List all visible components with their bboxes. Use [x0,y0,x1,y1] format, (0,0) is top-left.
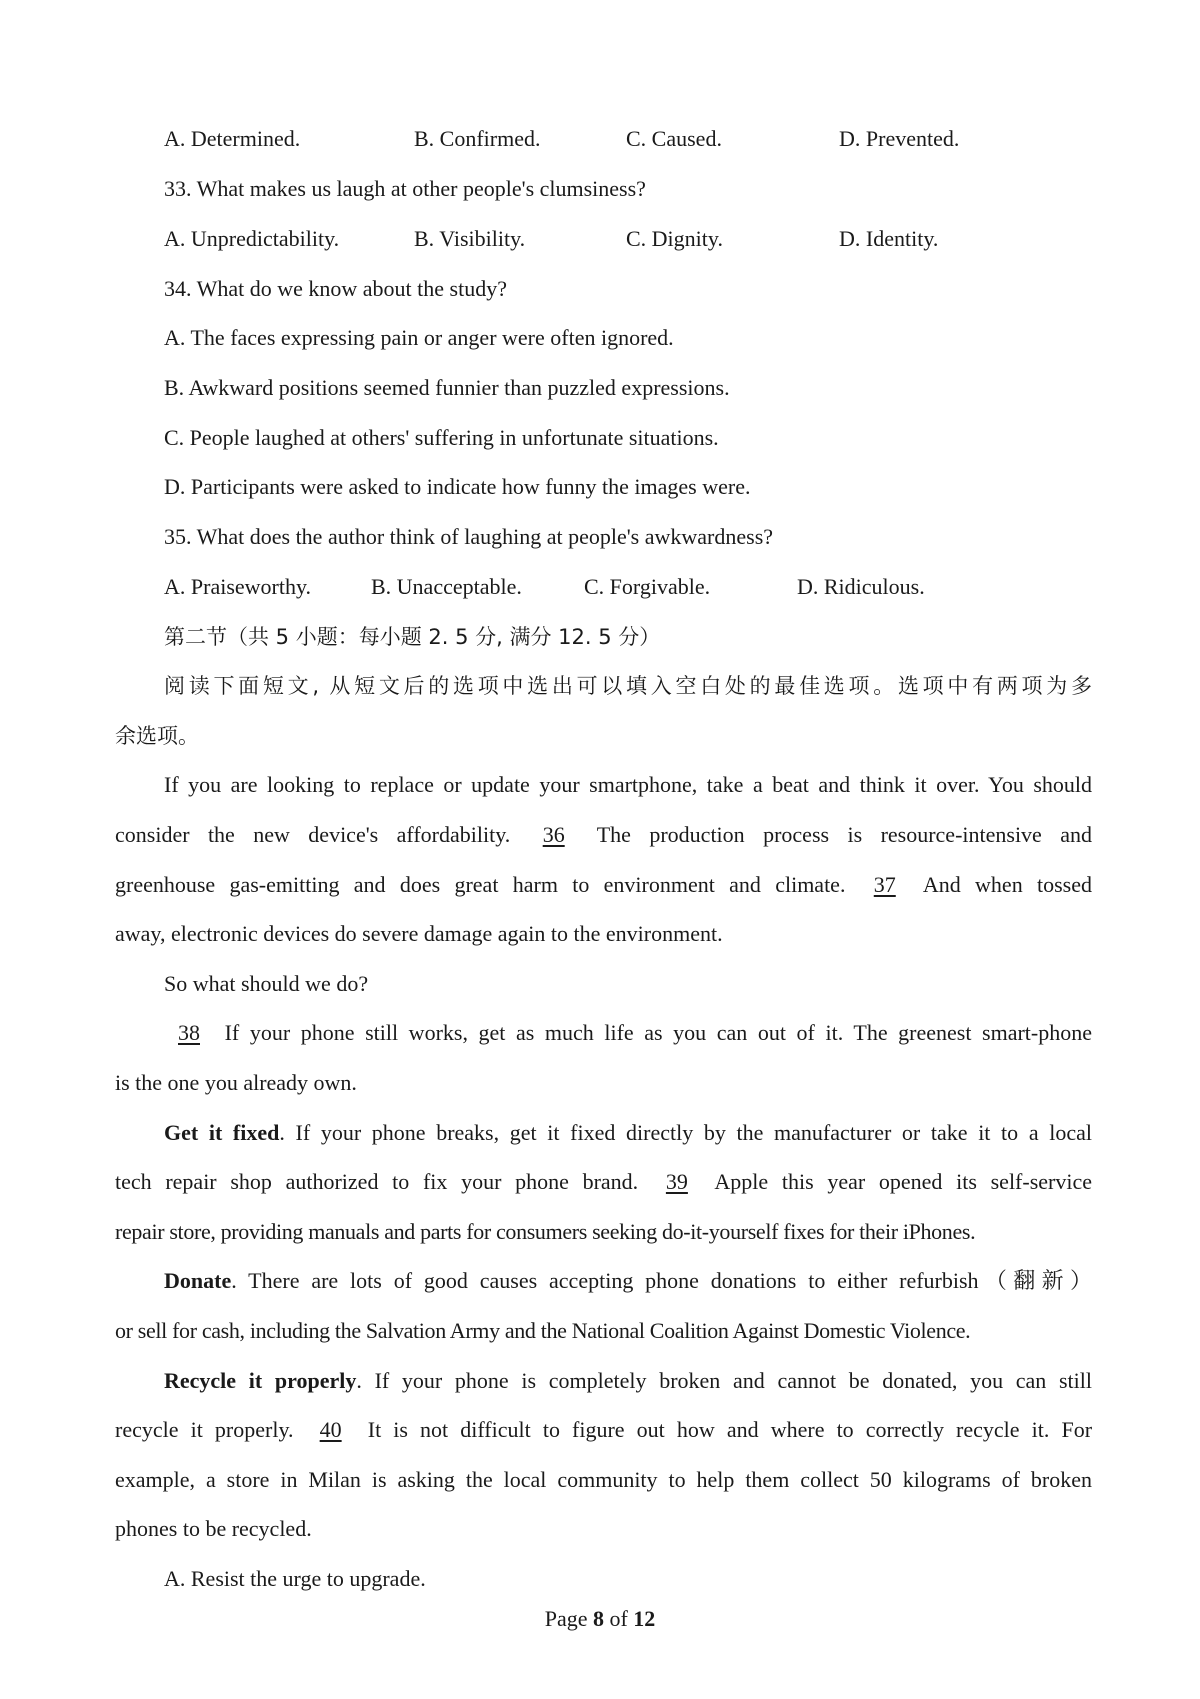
q32-option-a: A. Determined. [164,126,301,151]
passage-text: If your phone still works, get as much life as you can out of it. The greenest smart-phone [224,1020,1093,1045]
passage-p6-line2 [115,1415,1092,1445]
section-instruction-line1: 阅读下面短文, 从短文后的选项中选出可以填入空白处的最佳选项。选项中有两项为多 [164,674,1092,698]
q33-question: 33. What makes us laugh at other people's clumsiness? [164,176,646,201]
subheading-recycle: Recycle it properly [164,1368,357,1393]
q34-option-c: C. People laughed at others' suffering in unfortunate situations. [164,425,719,450]
passage-p6-line3: example, a store in Milan is asking the local community to help them collect 50 kilograms of broken [115,1467,1092,1492]
passage-p1-line2 [115,820,1092,850]
passage-p6-line1 [164,1366,1092,1396]
blank-36: 36 [542,822,565,847]
choice-a: A. Resist the urge to upgrade. [164,1566,426,1591]
q34-option-b: B. Awkward positions seemed funnier than puzzled expressions. [164,375,730,400]
q34-option-d: D. Participants were asked to indicate how funny the images were. [164,474,751,499]
passage-text: consider the new device's affordability. [115,822,511,847]
blank-39: 39 [665,1169,688,1194]
passage-text: It is not difficult to figure out how and where to correctly recycle it. For [367,1417,1093,1442]
passage-p4-line2 [115,1167,1092,1197]
q32-option-d: D. Prevented. [839,126,960,151]
passage-p4-line3: repair store, providing manuals and parts for consumers seeking do-it-yourself fixes for their iPhones. [115,1219,976,1244]
passage-p6-line4: phones to be recycled. [115,1516,312,1541]
passage-p5-line1 [164,1266,1092,1296]
blank-37: 37 [873,872,896,897]
passage-text: . If your phone breaks, get it fixed directly by the manufacturer or take it to a local [279,1120,1092,1145]
passage-p4-line1 [164,1118,1092,1148]
q35-option-c: C. Forgivable. [584,574,711,599]
passage-text: The production process is resource-intensive and [596,822,1093,847]
passage-p1-line1: If you are looking to replace or update your smartphone, take a beat and think it over. You should [164,772,1092,797]
passage-text: And when tossed [922,872,1093,897]
q35-option-a: A. Praiseworthy. [164,574,312,599]
passage-text: Apple this year opened its self-service [714,1169,1093,1194]
q35-option-b: B. Unacceptable. [371,574,522,599]
passage-text: recycle it properly. [115,1417,294,1442]
blank-38: 38 [178,1020,200,1045]
passage-text: . There are lots of good causes accepting phone donations to either refurbish（翻新） [231,1268,1092,1293]
q33-option-d: D. Identity. [839,226,939,251]
q34-option-a: A. The faces expressing pain or anger were often ignored. [164,325,674,350]
page-footer [0,1604,1200,1634]
passage-p5-line2: or sell for cash, including the Salvation Army and the National Coalition Against Domestic Violence. [115,1318,971,1343]
passage-p2: So what should we do? [164,971,369,996]
q35-option-d: D. Ridiculous. [797,574,925,599]
q35-question: 35. What does the author think of laughing at people's awkwardness? [164,524,774,549]
blank-40: 40 [319,1417,342,1442]
subheading-get-it-fixed: Get it fixed [164,1120,280,1145]
section-heading: 第二节（共 5 小题：每小题 2. 5 分, 满分 12. 5 分） [164,625,661,649]
current-page-number: 8 [592,1606,604,1631]
q33-option-c: C. Dignity. [626,226,723,251]
passage-p3-line2: is the one you already own. [115,1070,357,1095]
footer-middle: of [603,1606,634,1631]
subheading-donate: Donate [164,1268,232,1293]
passage-text: greenhouse gas-emitting and does great harm to environment and climate. [115,872,846,897]
q33-option-a: A. Unpredictability. [164,226,340,251]
total-page-count: 12 [633,1606,656,1631]
passage-p1-line3 [115,870,1092,900]
passage-p3-line1 [164,1018,1092,1048]
passage-p1-line4: away, electronic devices do severe damage again to the environment. [115,921,723,946]
passage-text: tech repair shop authorized to fix your phone brand. [115,1169,639,1194]
section-instruction-line2: 余选项。 [115,724,199,748]
passage-text: . If your phone is completely broken and cannot be donated, you can still [356,1368,1092,1393]
q33-option-b: B. Visibility. [414,226,526,251]
q34-question: 34. What do we know about the study? [164,276,507,301]
footer-prefix: Page [544,1606,593,1631]
q32-option-c: C. Caused. [626,126,722,151]
q32-option-b: B. Confirmed. [414,126,541,151]
